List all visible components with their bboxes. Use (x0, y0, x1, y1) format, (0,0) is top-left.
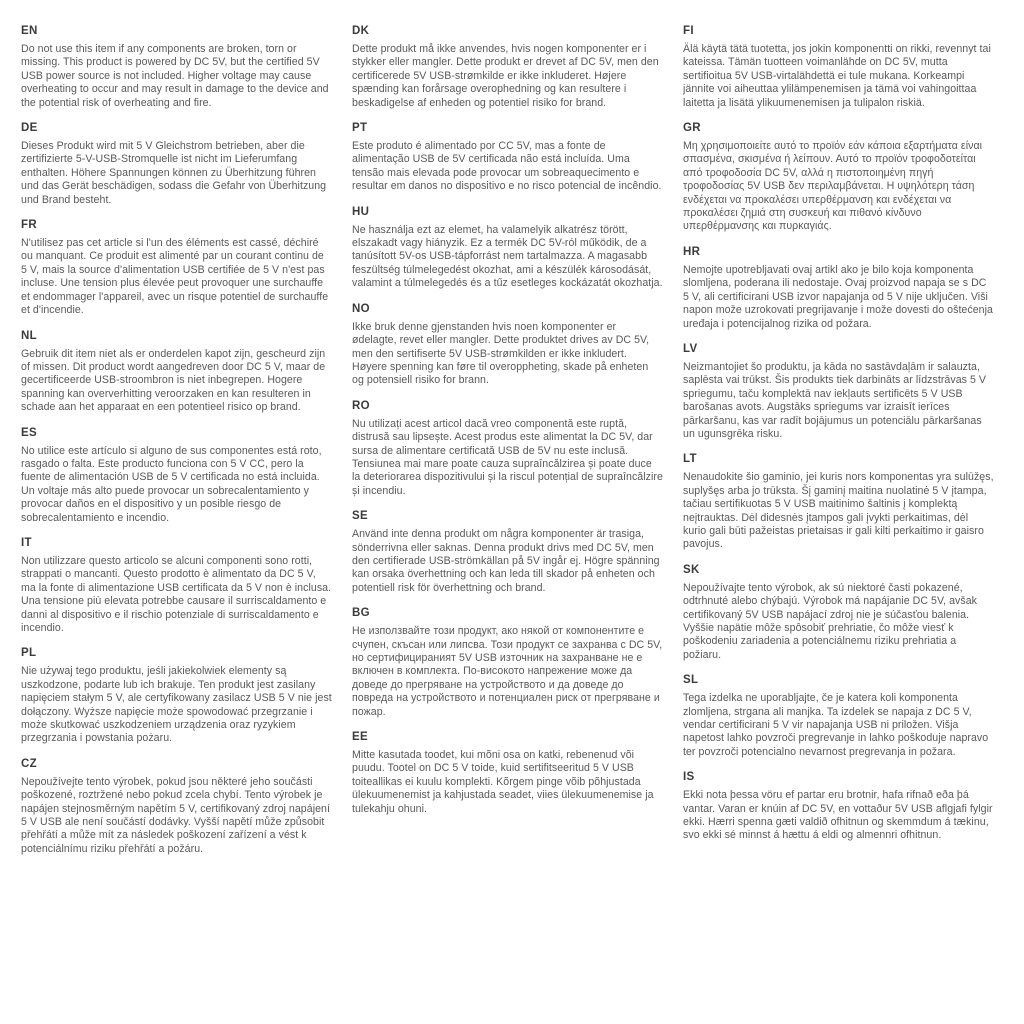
lang-code-nl: NL (21, 329, 37, 342)
lang-text-pl: Nie używaj tego produktu, jeśli jakiekolwiek elementy są uszkodzone, podarte lub ich brakuje. Ten produkt jest zasilany napięciem stałym 5 V, ale certyfikowany zasilacz USB 5 V nie jest dołączony. Wyższe napięcie może spowodować przegrzanie i może skutkować uszkodzeniem urządzenia oraz ryzykiem przegrzania i powstania pożaru. (21, 665, 332, 745)
lang-code-pl: PL (21, 647, 37, 660)
lang-code-lt: LT (683, 453, 697, 466)
lang-section-fr (21, 219, 332, 317)
lang-section-nl (21, 330, 332, 415)
lang-section-bg (352, 607, 663, 719)
column-1 (21, 13, 332, 866)
lang-code-fr: FR (21, 219, 37, 232)
lang-code-dk: DK (352, 25, 370, 37)
lang-code-bg: BG (352, 607, 370, 620)
lang-code-ro: RO (352, 399, 370, 412)
lang-code-pt: PT (352, 122, 368, 135)
lang-section-is (683, 771, 994, 843)
lang-section-fi (683, 25, 994, 110)
lang-code-ee: EE (352, 731, 368, 744)
lang-code-no: NO (352, 302, 370, 315)
lang-code-gr: GR (683, 122, 701, 135)
lang-text-de: Dieses Produkt wird mit 5 V Gleichstrom betrieben, aber die zertifizierte 5-V-USB-Stromquelle ist nicht im Lieferumfang enthalten. Höhere Spannungen können zu Überhitzung führen und das Gerät beschädigen, sodass die Gefahr von Überhitzung und Brand besteht. (21, 140, 327, 206)
lang-text-hr: Nemojte upotrebljavati ovaj artikl ako je bilo koja komponenta slomljena, poderana ili nedostaje. Ovaj proizvod napaja se s DC 5 V, ali certificirani USB izvor napajanja od 5 V nije uključen. Viši napon može uzrokovati pregrijavanje i može dovesti do oštećenja uređaja i potencijalnog rizika od požara. (683, 263, 993, 330)
lang-text-nl: Gebruik dit item niet als er onderdelen kapot zijn, gescheurd zijn of missen. Dit product wordt aangedreven door DC 5 V, maar de gecertificeerde USB-stroombron is niet inbegrepen. Hogere spanning kan oververhitting veroorzaken en kan resulteren in schade aan het apparaat en een potentieel risico op brand. (21, 347, 326, 414)
lang-code-fi: FI (683, 25, 694, 37)
lang-text-dk: Dette produkt må ikke anvendes, hvis nogen komponenter er i stykker eller mangler. Dette produkt er drevet af DC 5V, men den certificerede 5V USB-strømkilde er ikke inkluderet. Højere spænding kan forårsage overophedning og kan resultere i beskadigelse af enheden og potentiel risiko for brand. (352, 43, 659, 109)
lang-section-lv (683, 343, 994, 441)
lang-section-dk (352, 25, 663, 110)
lang-text-gr: Μη χρησιμοποιείτε αυτό το προϊόν εάν κάποια εξαρτήματα είναι σπασμένα, σκισμένα ή λείπουν. Αυτό το προϊόν τροφοδοτείται από τροφοδοσία DC 5V, αλλά η πιστοποιημένη πηγή τροφοδοσίας 5V USB δεν περιλαμβάνεται. Η υψηλότερη τάση ενδέχεται να προκαλέσει υπερθέρμανση και ενδέχεται να προκαλέσει ζημιά στη συσκευή και πιθανό κίνδυνο υπερθέρμανσης και πυρκαγιάς. (683, 140, 983, 233)
lang-section-cz (21, 758, 332, 856)
lang-text-fr: N'utilisez pas cet article si l'un des éléments est cassé, déchiré ou manquant. Ce produit est alimenté par un courant continu de 5 V, mais la source d'alimentation USB certifiée de 5 V n'est pas incluse. Une tension plus élevée peut provoquer une surchauffe et endommager l'appareil, avec un risque potentiel de surchauffe et d'incendie. (21, 237, 329, 317)
lang-section-pt (352, 122, 663, 194)
lang-text-lv: Neizmantojiet šo produktu, ja kāda no sastāvdaļām ir salauzta, saplēsta vai trūkst. Šis produkts tiek darbināts ar līdzstrāvas 5 V spriegumu, taču komplektā nav iekļauts sertificēts 5 V USB barošanas avots. Augstāks spriegums var izraisīt ierīces pārkaršanu, kas var radīt bojājumus un potenciālu pārkaršanas un ugunsgrēka risku. (683, 360, 987, 440)
lang-code-sk: SK (683, 563, 700, 576)
lang-code-is: IS (683, 771, 695, 784)
lang-text-pt: Este produto é alimentado por CC 5V, mas a fonte de alimentação USB de 5V certificada não está incluída. Uma tensão mais elevada pode provocar um sobreaquecimento e resultar em danos no dispositivo e no risco potencial de incêndio. (352, 140, 662, 193)
lang-section-es (21, 427, 332, 525)
lang-section-ee (352, 731, 663, 816)
lang-text-bg: Не използвайте този продукт, ако някой от компонентите е счупен, скъсан или липсва. Този продукт се захранва с DC 5V, но сертифицираният 5V USB източник на захранване не е включен в комплекта. По-високото напрежение може да доведе до прегряване на устройството и да доведе до повреда на устройството и потенциален риск от прегряване и пожар. (352, 625, 663, 718)
lang-section-se (352, 510, 663, 595)
lang-section-en (21, 25, 332, 110)
lang-code-se: SE (352, 510, 368, 523)
lang-code-hu: HU (352, 205, 370, 218)
column-2 (352, 13, 663, 866)
lang-code-hr: HR (683, 245, 701, 258)
lang-text-sk: Nepoužívajte tento výrobok, ak sú niektoré časti pokazené, odtrhnuté alebo chýbajú. Výrobok má napájanie DC 5V, avšak certifikovaný 5V USB napájací zdroj nie je súčasťou balenia. Vyššie napätie môže spôsobiť prehriatie, čo môže viesť k poškodeniu zariadenia a potenciálnemu riziku prehriatia a požiaru. (683, 581, 978, 661)
lang-code-sl: SL (683, 674, 699, 687)
lang-text-en: Do not use this item if any components are broken, torn or missing. This product is powered by DC 5V, but the certified 5V USB power source is not included. Higher voltage may cause overheating to occur and may result in damage to the device and the potential risk of overheating and fire. (21, 43, 329, 109)
lang-text-it: Non utilizzare questo articolo se alcuni componenti sono rotti, strappati o mancanti. Questo prodotto è alimentato da DC 5 V, ma la fonte di alimentazione USB certificata da 5 V non è inclusa. Una tensione più elevata potrebbe causare il surriscaldamento e danni al dispositivo e il rischio potenziale di surriscaldamento e incendio. (21, 554, 332, 634)
lang-code-it: IT (21, 536, 32, 549)
column-3 (683, 13, 994, 866)
lang-text-se: Använd inte denna produkt om några komponenter är trasiga, sönderrivna eller saknas. Denna produkt drivs med DC 5V, men den certifierade USB-strömkällan på 5V ingår ej. Högre spänning kan orsaka överhettning och kan leda till skador på enheten och potentiell risk för överhettning och brand. (352, 528, 660, 594)
lang-section-ro (352, 400, 663, 498)
lang-text-fi: Älä käytä tätä tuotetta, jos jokin komponentti on rikki, revennyt tai kateissa. Tämän tuotteen voimanlähde on DC 5V, mutta sertifioitua 5V USB-virtalähdettä ei tule mukana. Korkeampi jännite voi aiheuttaa ylilämpenemisen ja tämä voi vahingoittaa laitetta ja lisätä ylikuumenemisen ja tulipalon riskiä. (683, 43, 991, 109)
lang-section-lt (683, 453, 994, 551)
lang-text-hu: Ne használja ezt az elemet, ha valamelyik alkatrész törött, elszakadt vagy hiányzik. Ez a termék DC 5V-ról működik, de a tanúsított 5V-os USB-tápforrást nem tartalmazza. A magasabb feszültség túlmelegedést okozhat, ami a készülék károsodását, valamint a túlmelegedés és a tűz esetleges kockázatát okozhatja. (352, 223, 663, 290)
lang-text-is: Ekki nota þessa vöru ef partar eru brotnir, hafa rifnað eða þá vantar. Varan er knúin af DC 5V, en vottaður 5V USB aflgjafi fylgir ekki. Hærri spenna gæti valdið ofhitnun og skemmdum á tækinu, svo ekki sé minnst á hættu á eldi og almennri ofhitnun. (683, 789, 993, 842)
lang-section-it (21, 537, 332, 635)
lang-code-en: EN (21, 25, 38, 37)
lang-text-no: Ikke bruk denne gjenstanden hvis noen komponenter er ødelagte, revet eller mangler. Dette produktet drives av DC 5V, men den sertifiserte 5V USB-strømkilden er ikke inkludert. Høyere spenning kan føre til overoppheting, skade på enheten og potensiell risiko for brann. (352, 320, 650, 387)
lang-text-es: No utilice este artículo si alguno de sus componentes está roto, rasgado o falta. Este producto funciona con 5 V CC, pero la fuente de alimentación USB de 5 V certificada no está incluida. Un voltaje más alto puede provocar un sobrecalentamiento y provocar daños en el dispositivo y un posible riesgo de sobrecalentamiento e incendio. (21, 444, 322, 524)
lang-section-hu (352, 206, 663, 291)
lang-code-es: ES (21, 426, 37, 439)
lang-code-cz: CZ (21, 757, 37, 770)
lang-text-cz: Nepoužívejte tento výrobek, pokud jsou některé jeho součásti poškozené, roztržené nebo pokud zcela chybí. Tento výrobek je napájen stejnosměrným napětím 5 V, certifikovaný zdroj napájení 5 V USB ale není součástí dodávky. Vyšší napětí může způsobit přehřátí a může mít za následek poškození zařízení a vést k potenciálnímu riziku přehřátí a požáru. (21, 775, 330, 855)
lang-text-sl: Tega izdelka ne uporabljajte, če je katera koli komponenta zlomljena, strgana ali manjka. Ta izdelek se napaja z DC 5 V, vendar certificirani 5 V vir napajanja USB ni priložen. Višja napetost lahko povzroči pregrevanje in lahko poškoduje napravo ter povzroči potencialno nevarnost pregrevanja in požara. (683, 692, 989, 758)
lang-section-no (352, 303, 663, 388)
lang-text-ro: Nu utilizați acest articol dacă vreo componentă este ruptă, distrusă sau lipsește. Acest produs este alimentat la DC 5V, dar sursa de alimentare certificată USB de 5V nu este inclusă. Tensiunea mai mare poate cauza supraîncălzirea și poate duce la deteriorarea dispozitivului și la riscul potențial de supraîncălzire și incendiu. (352, 417, 663, 497)
lang-section-sl (683, 674, 994, 759)
lang-code-lv: LV (683, 342, 698, 355)
lang-code-de: DE (21, 122, 38, 135)
lang-section-hr (683, 246, 994, 331)
lang-section-pl (21, 647, 332, 745)
lang-text-ee: Mitte kasutada toodet, kui mõni osa on katki, rebenenud või puudu. Tootel on DC 5 V toide, kuid sertifitseeritud 5 V USB toiteallikas ei kuulu komplekti. Kõrgem pinge võib põhjustada ülekuumenemist ja kahjustada seadet, viies ülekuumenemise ja tulekahju ohuni. (352, 749, 654, 815)
lang-text-lt: Nenaudokite šio gaminio, jei kuris nors komponentas yra sulūžęs, suplyšęs arba jo trūksta. Šį gaminį maitina nuolatinė 5 V įtampa, tačiau sertifikuotas 5 V USB maitinimo šaltinis į komplektą neįtrauktas. Dėl didesnės įtampos gali įvykti perkaitimas, dėl kurio gali būti pažeistas prietaisas ir gali kilti perkaitimo ir gaisro pavojus. (683, 471, 994, 551)
lang-section-gr (683, 122, 994, 234)
lang-section-de (21, 122, 332, 207)
lang-section-sk (683, 564, 994, 662)
